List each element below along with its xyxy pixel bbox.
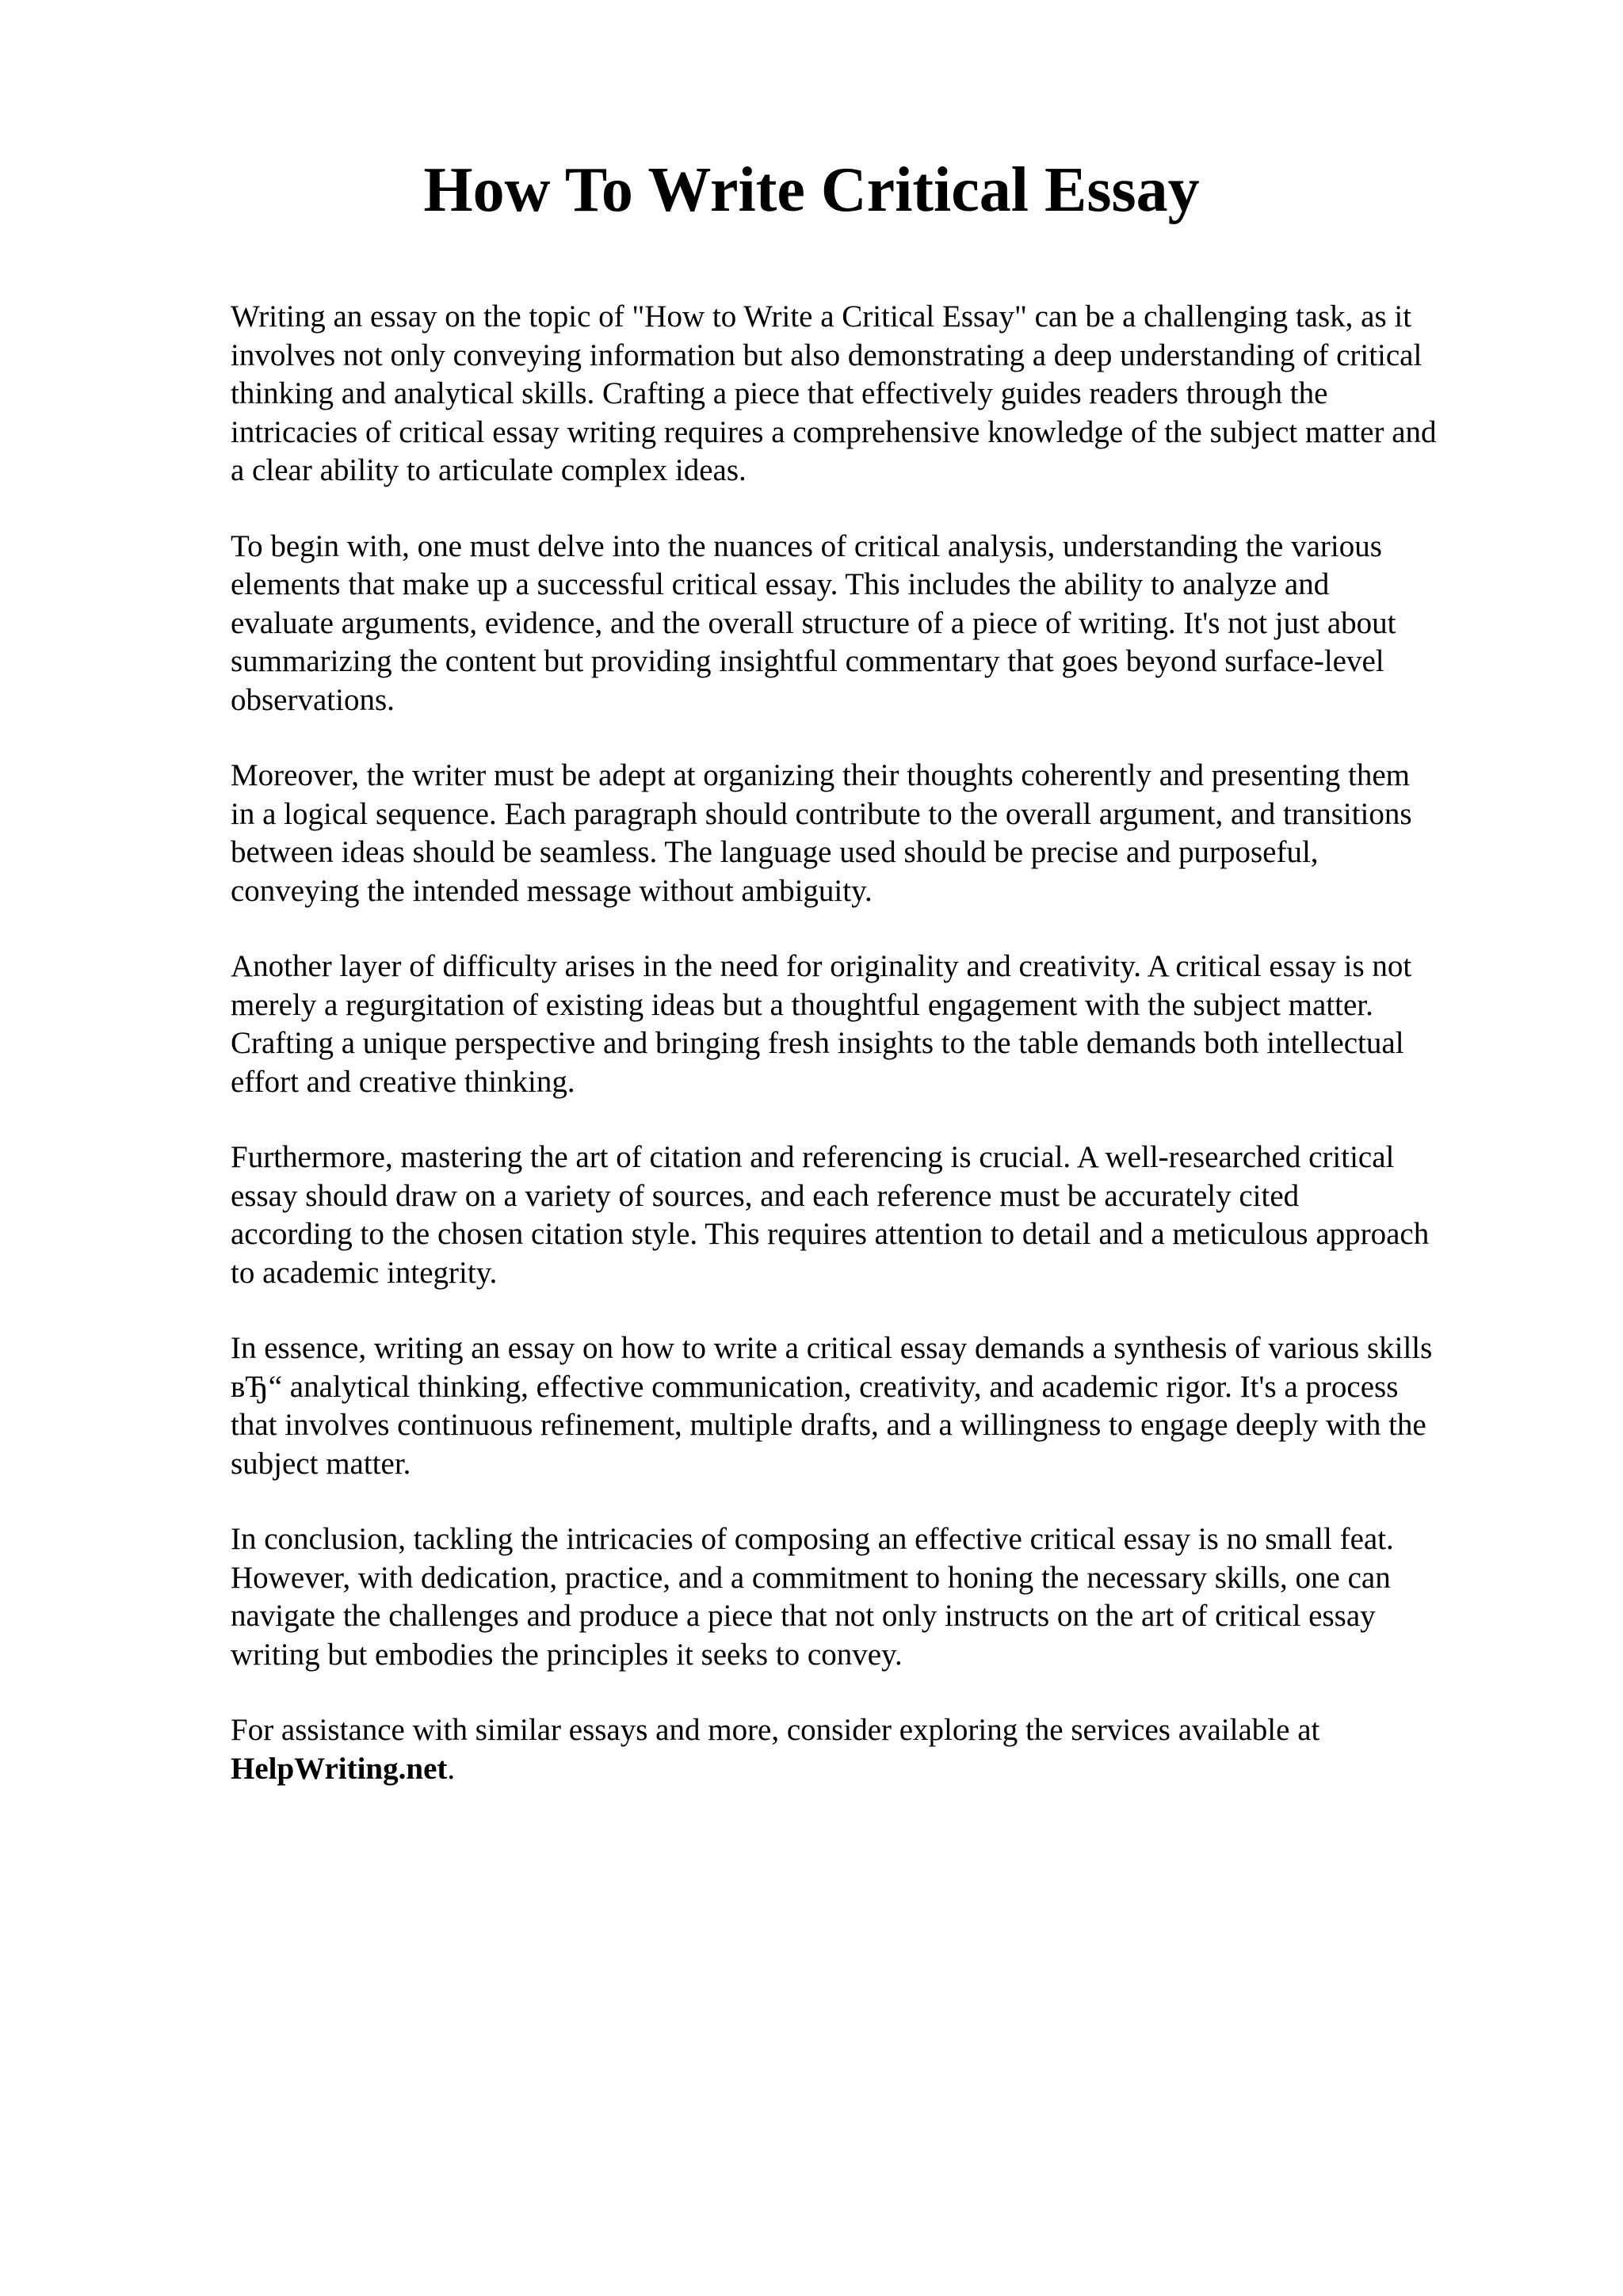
paragraph-line: to academic integrity. — [231, 1255, 498, 1290]
paragraph-line: navigate the challenges and produce a piece that not only instructs on the art of critical essay — [231, 1599, 1376, 1633]
paragraph-line: involves not only conveying information but also demonstrating a deep understanding of critical — [231, 338, 1423, 372]
paragraph-line: subject matter. — [231, 1446, 411, 1481]
closing-period: . — [447, 1751, 456, 1786]
paragraph-line: In essence, writing an essay on how to write a critical essay demands a synthesis of various skills — [231, 1331, 1433, 1365]
paragraph-line: In conclusion, tackling the intricacies of composing an effective critical essay is no small feat. — [231, 1522, 1394, 1556]
paragraph-line: a clear ability to articulate complex ideas. — [231, 453, 747, 487]
paragraph-line: conveying the intended message without ambiguity. — [231, 873, 873, 908]
paragraph-line: elements that make up a successful critical essay. This includes the ability to analyze and — [231, 567, 1330, 601]
paragraph-2 — [231, 528, 1522, 720]
paragraph-line: Writing an essay on the topic of "How to Write a Critical Essay" can be a challenging task, as it — [231, 299, 1412, 334]
paragraph-line: evaluate arguments, evidence, and the overall structure of a piece of writing. It's not just about — [231, 605, 1396, 640]
paragraph-line: between ideas should be seamless. The language used should be precise and purposeful, — [231, 835, 1319, 869]
paragraph-line: To begin with, one must delve into the nuances of critical analysis, understanding the various — [231, 528, 1382, 563]
paragraph-line: thinking and analytical skills. Crafting a piece that effectively guides readers through the — [231, 376, 1328, 410]
paragraph-7 — [231, 1520, 1522, 1674]
paragraph-5 — [231, 1138, 1522, 1292]
paragraph-4 — [231, 948, 1522, 1101]
closing-link-line — [231, 1750, 1522, 1789]
paragraph-6 — [231, 1329, 1522, 1483]
paragraph-line: according to the chosen citation style. This requires attention to detail and a meticulous approach — [231, 1217, 1430, 1251]
paragraph-3 — [231, 757, 1522, 910]
paragraph-line: merely a regurgitation of existing ideas but a thoughtful engagement with the subject matter. — [231, 987, 1373, 1022]
paragraph-line: in a logical sequence. Each paragraph should contribute to the overall argument, and transitions — [231, 796, 1412, 831]
paragraph-line: intricacies of critical essay writing requires a comprehensive knowledge of the subject matter and — [231, 414, 1437, 449]
paragraph-line: essay should draw on a variety of sources, and each reference must be accurately cited — [231, 1178, 1300, 1213]
essay-body — [231, 298, 1522, 1825]
paragraph-line: observations. — [231, 682, 395, 717]
paragraph-line: effort and creative thinking. — [231, 1064, 575, 1099]
helpwriting-link[interactable]: HelpWriting.net — [231, 1751, 448, 1786]
paragraph-line: Furthermore, mastering the art of citation and referencing is crucial. A well-researched critical — [231, 1140, 1395, 1174]
paragraph-line: вЂ“ analytical thinking, effective communication, creativity, and academic rigor. It's a process — [231, 1369, 1399, 1404]
paragraph-line: Crafting a unique perspective and bringing fresh insights to the table demands both intellectual — [231, 1026, 1404, 1060]
paragraph-line: However, with dedication, practice, and a commitment to honing the necessary skills, one can — [231, 1560, 1391, 1595]
paragraph-line: writing but embodies the principles it seeks to convey. — [231, 1637, 903, 1672]
closing-paragraph — [231, 1711, 1522, 1788]
paragraph-line: summarizing the content but providing insightful commentary that goes beyond surface-level — [231, 644, 1384, 678]
closing-line: For assistance with similar essays and more, consider exploring the services available at — [231, 1713, 1320, 1747]
page-title: How To Write Critical Essay — [423, 155, 1200, 225]
paragraph-1 — [231, 298, 1522, 490]
paragraph-line: that involves continuous refinement, multiple drafts, and a willingness to engage deeply with the — [231, 1408, 1426, 1442]
paragraph-line: Moreover, the writer must be adept at organizing their thoughts coherently and presenting them — [231, 758, 1410, 792]
paragraph-line: Another layer of difficulty arises in the need for originality and creativity. A critical essay is not — [231, 949, 1412, 983]
